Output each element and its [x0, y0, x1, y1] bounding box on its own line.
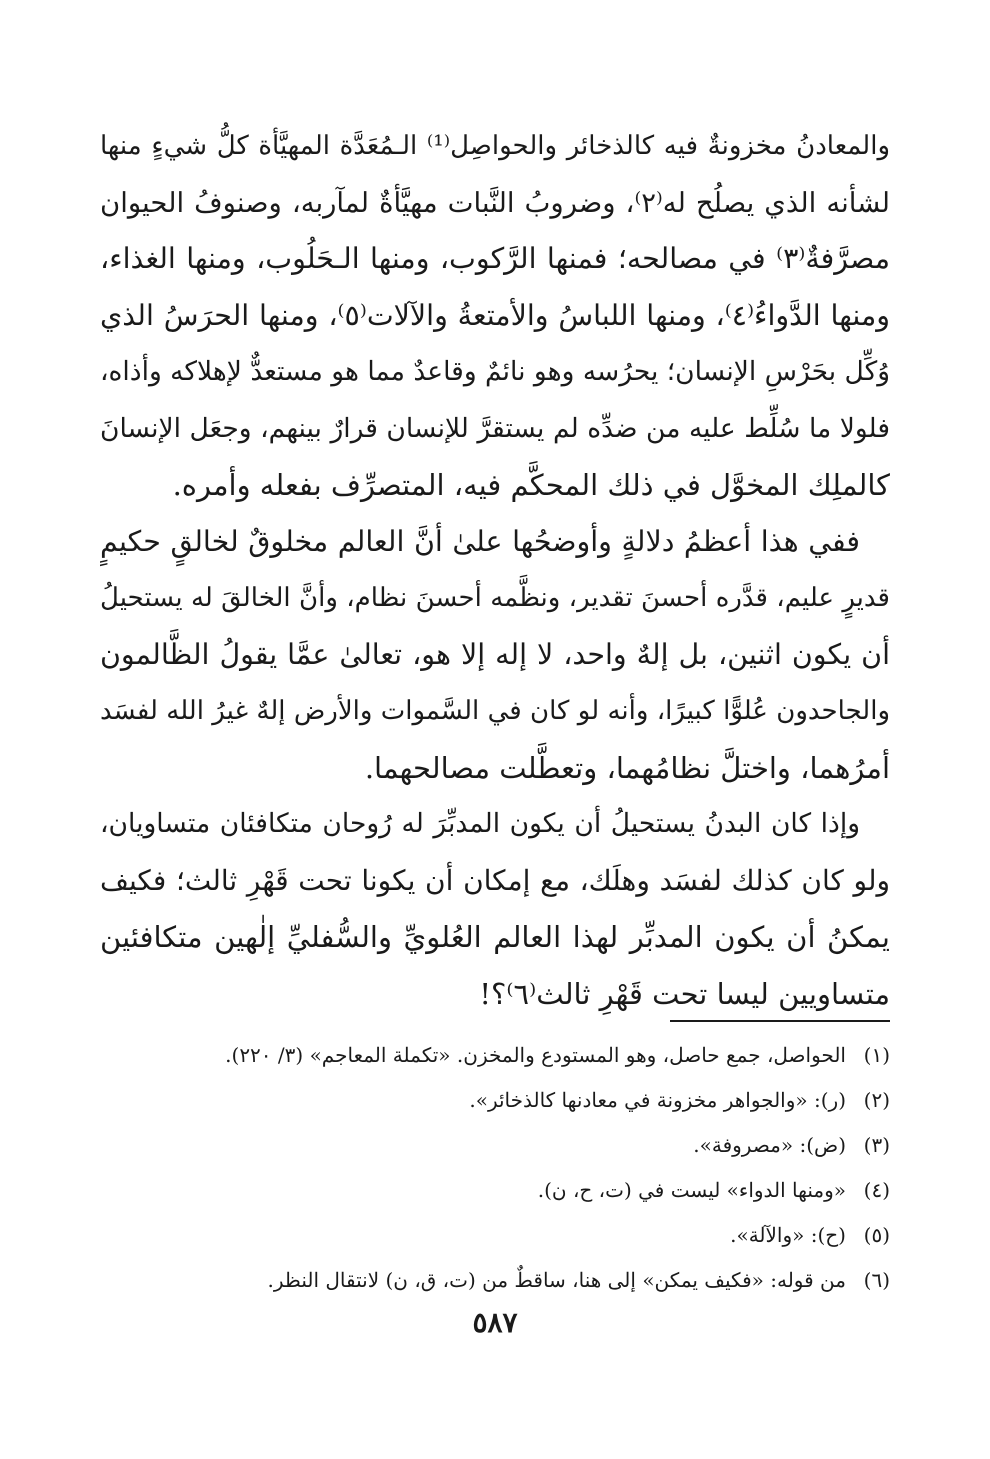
text-line: وُكِّل بحَرْسِ الإنسان؛ يحرُسه وهو نائمٌ وقاعدٌ مما هو مستعدٌّ لإهلاكه وأذاه،	[100, 356, 890, 387]
footnote-text: من قوله: «فكيف يمكن» إلى هنا، ساقطٌ من (ت، ق، ن) لانتقال النظر.	[267, 1268, 846, 1292]
footnote-text: (ر): «والجواهر مخزونة في معادنها كالذخائر».	[469, 1088, 846, 1112]
footnote-item	[100, 1258, 890, 1303]
text-line: والجاحدون عُلوًّا كبيرًا، وأنه لو كان في السَّموات والأرض إلهٌ غيرُ الله لفسَد	[100, 696, 890, 726]
footnote-item	[100, 1168, 890, 1213]
text-line: فلولا ما سُلِّط عليه من ضدِّه لم يستقرَّ للإنسان قرارٌ بينهم، وجعَل الإنسانَ	[100, 412, 890, 444]
text-line: لشأنه الذي يصلُح له⁽٢⁾، وضروبُ النَّبات مهيَّأةٌ لمآربه، وصنوفُ الحيوان	[100, 186, 890, 219]
footnote-text: (ح): «والآلة».	[730, 1223, 846, 1247]
footnote-divider	[670, 1020, 890, 1022]
text-line: يمكنُ أن يكون المدبِّر لهذا العالم العُلويِّ والسُّفليِّ إلٰهين متكافئين	[100, 920, 890, 954]
text-line: ففي هذا أعظمُ دلالةٍ وأوضحُها علىٰ أنَّ العالم مخلوقٌ لخالقٍ حكيمٍ	[100, 524, 860, 558]
text-line: مصرَّفةٌ⁽٣⁾ في مصالحه؛ فمنها الرَّكوب، ومنها الـحَلُوب، ومنها الغذاء،	[100, 242, 890, 275]
footnote-text: (ض): «مصروفة».	[693, 1133, 846, 1157]
text-line: كالملِك المخوَّل في ذلك المحكَّم فيه، المتصرِّف بفعله وأمره.	[172, 468, 890, 502]
text-line: متساويين ليسا تحت قَهْرِ ثالث⁽٦⁾؟!	[479, 976, 890, 1011]
footnote-number: (٢)	[863, 1088, 890, 1112]
footnote-number: (٤)	[863, 1178, 890, 1202]
footnote-number: (١)	[863, 1043, 890, 1067]
footnote-number: (٣)	[863, 1133, 890, 1157]
page-body	[100, 118, 890, 1022]
paragraph-3	[100, 796, 890, 1022]
text-line: أمرُهما، واختلَّ نظامُهما، وتعطَّلت مصالحهما.	[364, 750, 890, 785]
text-line: وإذا كان البدنُ يستحيلُ أن يكون المدبِّرَ له رُوحان متكافئان متساويان،	[100, 808, 860, 839]
footnote-number: (٥)	[863, 1223, 890, 1247]
footnotes	[100, 1033, 890, 1303]
footnote-text: «ومنها الدواء» ليست في (ت، ح، ن).	[537, 1178, 846, 1202]
text-line: ومنها الدَّواءُ⁽٤⁾، ومنها اللباسُ والأمتعةُ والآلات⁽٥⁾، ومنها الحرَسُ الذي	[100, 298, 890, 332]
text-line: قديرٍ عليم، قدَّره أحسنَ تقدير، ونظَّمه أحسنَ نظام، وأنَّ الخالقَ له يستحيلُ	[100, 583, 890, 613]
footnote-item	[100, 1033, 890, 1078]
footnote-number: (٦)	[863, 1268, 890, 1292]
text-line: أن يكون اثنين، بل إلهٌ واحد، لا إله إلا هو، تعالىٰ عمَّا يقولُ الظَّالمون	[100, 637, 890, 671]
footnote-item	[100, 1123, 890, 1168]
footnote-item	[100, 1078, 890, 1123]
text-line: ولو كان كذلك لفسَد وهلَك، مع إمكان أن يكونا تحت قَهْرِ ثالث؛ فكيف	[100, 863, 890, 897]
footnote-text: الحواصل، جمع حاصل، وهو المستودع والمخزن. «تكملة المعاجم» (٣/ ٢٢٠).	[225, 1043, 846, 1067]
footnote-item	[100, 1213, 890, 1258]
paragraph-2	[100, 514, 890, 797]
paragraph-1	[100, 118, 890, 514]
text-line: والمعادنُ مخزونةٌ فيه كالذخائر والحواصِل⁽¹⁾ الـمُعَدَّة المهيَّأة كلُّ شيءٍ منها	[100, 131, 890, 161]
main-text	[100, 118, 890, 1022]
page-number: ٥٨٧	[472, 1306, 518, 1339]
